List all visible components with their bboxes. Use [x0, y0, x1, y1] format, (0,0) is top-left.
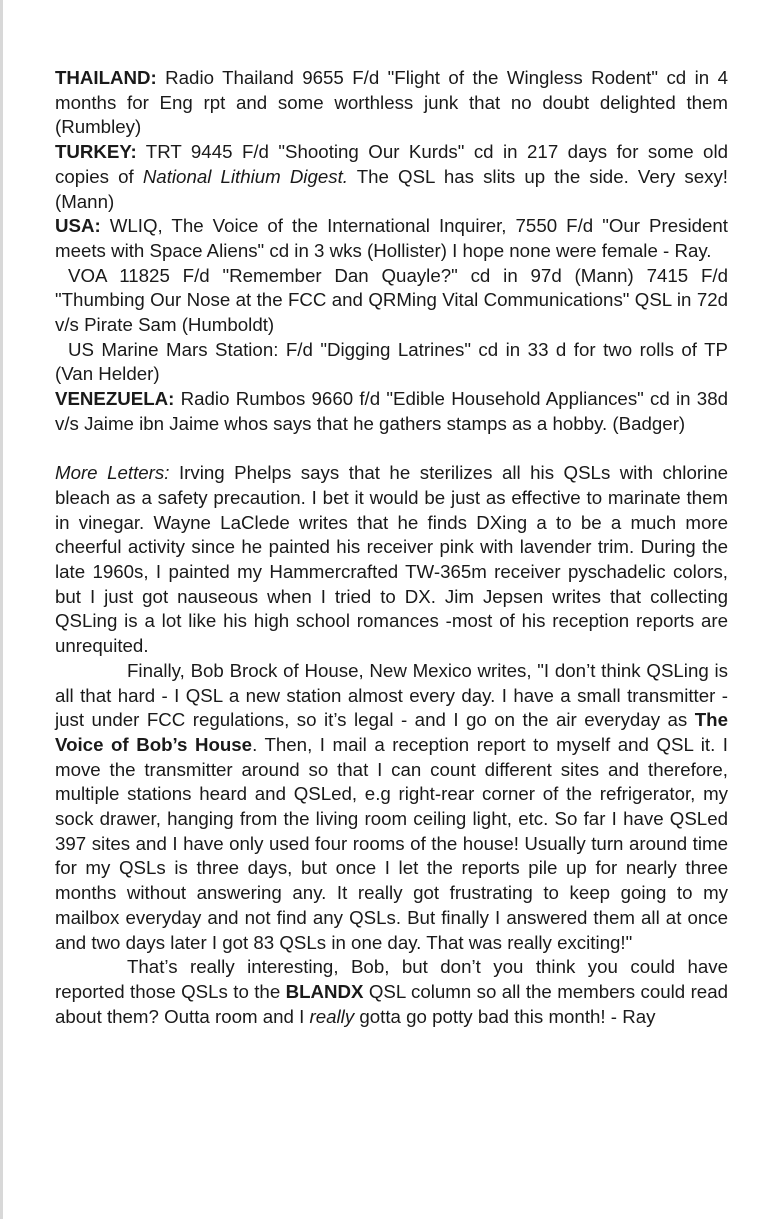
- entry-text: Radio Rumbos 9660 f/d "Edible Household Appliances" cd in 38d v/s Jaime ibn Jaime whos says that he gathers stamps as a hobby. (Badger): [55, 388, 728, 434]
- station-name: The Voice of Bob’s House: [55, 709, 728, 755]
- country-heading: USA:: [55, 215, 101, 237]
- country-heading: VENEZUELA:: [55, 388, 175, 410]
- entry-venezuela: [55, 387, 728, 436]
- page-edge: [0, 0, 3, 1219]
- country-heading: TURKEY:: [55, 141, 137, 163]
- entry-text: TRT 9445 F/d "Shooting Our Kurds" cd in 217 days for some old copies of: [55, 141, 728, 187]
- bob-letter-paragraph: [55, 659, 728, 955]
- country-heading: THAILAND:: [55, 67, 157, 88]
- emphasis-word: really: [309, 1005, 355, 1027]
- entry-text: WLIQ, The Voice of the International Inquirer, 7550 F/d "Our President meets with Space Aliens" cd in 3 wks (Hollister) I hope none were female - Ray.: [55, 215, 728, 261]
- entry-text: Radio Thailand 9655 F/d "Flight of the Wingless Rodent" cd in 4 months for Eng rpt and some worthless junk that no doubt delighted them (Rumbley): [55, 67, 728, 138]
- more-letters-paragraph: [55, 461, 728, 659]
- section-spacer: [55, 437, 728, 462]
- paragraph-text: . Then, I mail a reception report to myself and QSL it. I move the transmitter around so that I can count different sites and therefore, multiple stations heard and QSLed, e.g right-rear corner of the refrigerator, my sock drawer, hanging from the living room ceiling light, etc. So far I have QSLed 397 sites and I have only used four rooms of the house! Usually turn around time for my QSLs is three days, but once I let the reports pile up for nearly three months without answering any. It really got frustrating to keep going to my mailbox everyday and not find any QSLs. But finally I answered them all at once and two days later I got 83 QSLs in one day. That was really exciting!": [55, 733, 728, 953]
- publication-title: National Lithium Digest.: [142, 165, 348, 187]
- paragraph-text: Finally, Bob Brock of House, New Mexico writes, "I don’t think QSLing is all that hard - I QSL a new station almost every day. I have a small transmitter - just under FCC regulations, so it’s legal - and I go on the air everyday as: [55, 659, 728, 731]
- entry-usa: [55, 214, 728, 263]
- entry-usa-marine: US Marine Mars Station: F/d "Digging Latrines" cd in 33 d for two rolls of TP (Van Helder): [55, 338, 728, 385]
- paragraph-text: QSL column so all the members could read about them? Outta room and I: [55, 981, 728, 1027]
- paragraph-text: gotta go potty bad this month! - Ray: [354, 1005, 656, 1027]
- closing-paragraph: [55, 955, 728, 1029]
- paragraph-text: Irving Phelps says that he sterilizes all his QSLs with chlorine bleach as a safety precaution. I bet it would be just as effective to marinate them in vinegar. Wayne LaClede writes that he finds DXing a to be a much more cheerful activity since he painted his receiver pink with lavender trim. During the late 1960s, I painted my Hammercrafted TW-365m receiver pyschadelic colors, but I just got nauseous when I tried to DX. Jim Jepsen writes that collecting QSLing is a lot like his high school romances -most of his reception reports are unrequited.: [55, 462, 729, 657]
- entry-turkey: [55, 140, 728, 214]
- paragraph-text: That’s really interesting, Bob, but don’t you think you could have reported those QSLs to the: [55, 956, 728, 1002]
- entry-thailand: [55, 66, 728, 140]
- section-label: More Letters:: [55, 462, 170, 484]
- entry-text: The QSL has slits up the side. Very sexy! (Mann): [55, 165, 728, 212]
- column-name: BLANDX: [285, 981, 364, 1002]
- entry-usa-voa: VOA 11825 F/d "Remember Dan Quayle?" cd in 97d (Mann) 7415 F/d "Thumbing Our Nose at the FCC and QRMing Vital Communications" QSL in 72d v/s Pirate Sam (Humboldt): [55, 264, 728, 336]
